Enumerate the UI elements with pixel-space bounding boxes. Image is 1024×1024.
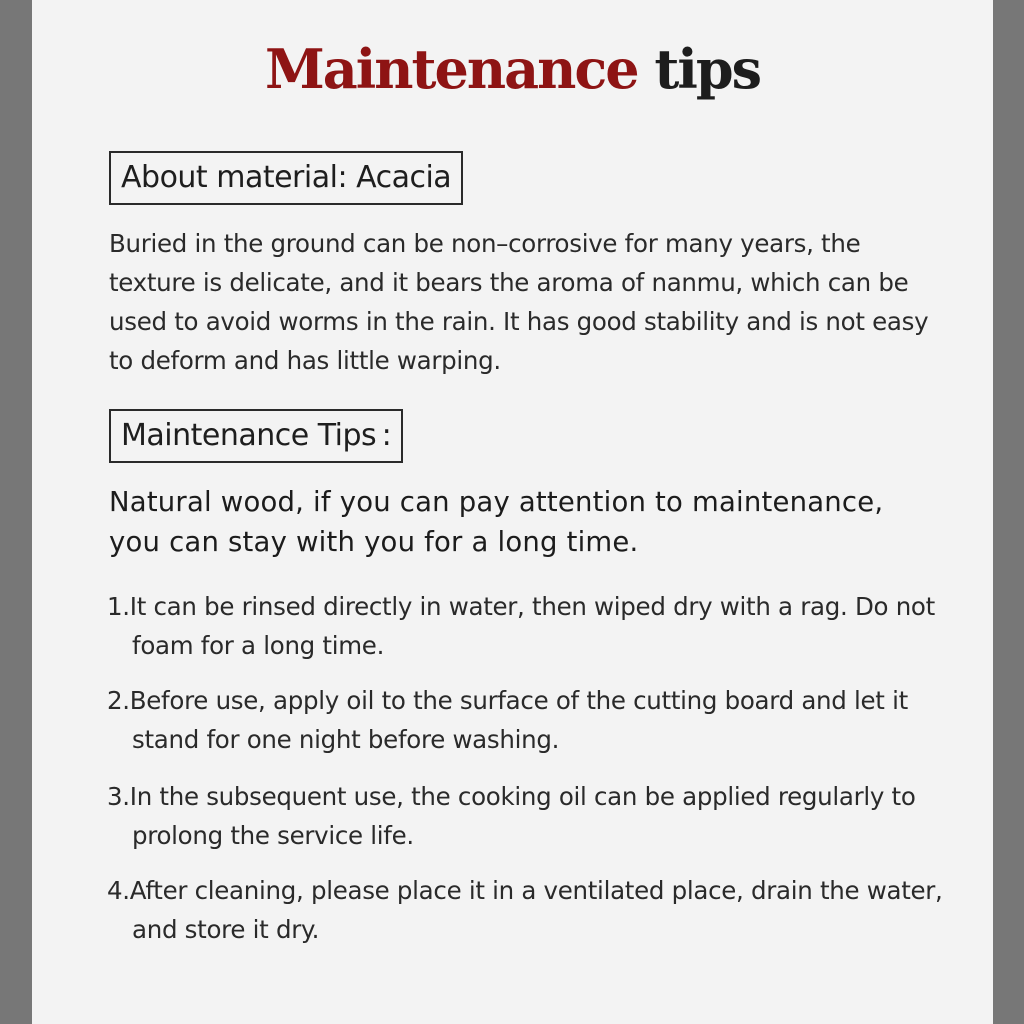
tip-item-1: 1.It can be rinsed directly in water, then wiped dry with a rag. Do not foam for a long time. — [107, 592, 935, 660]
about-material-heading: About material: Acacia — [109, 151, 463, 205]
document-page — [32, 0, 993, 1024]
tip-item-2: 2.Before use, apply oil to the surface of the cutting board and let it stand for one night before washing. — [107, 686, 908, 754]
tip-item-4: 4.After cleaning, please place it in a ventilated place, drain the water, and store it dry. — [107, 876, 943, 944]
title-tips: tips — [654, 37, 761, 101]
page-title — [32, 34, 993, 104]
maintenance-tips-heading: Maintenance Tips : — [109, 409, 403, 463]
tip-item-3: 3.In the subsequent use, the cooking oil can be applied regularly to prolong the service life. — [107, 782, 916, 850]
about-material-text: Buried in the ground can be non–corrosive for many years, the texture is delicate, and it bears the aroma of nanmu, which can be used to avoid worms in the rain. It has good stability and is not easy to deform and has little warping. — [109, 229, 929, 375]
title-maintenance: Maintenance — [264, 37, 638, 101]
maintenance-intro: Natural wood, if you can pay attention to maintenance, you can stay with you for a long time. — [109, 486, 884, 558]
